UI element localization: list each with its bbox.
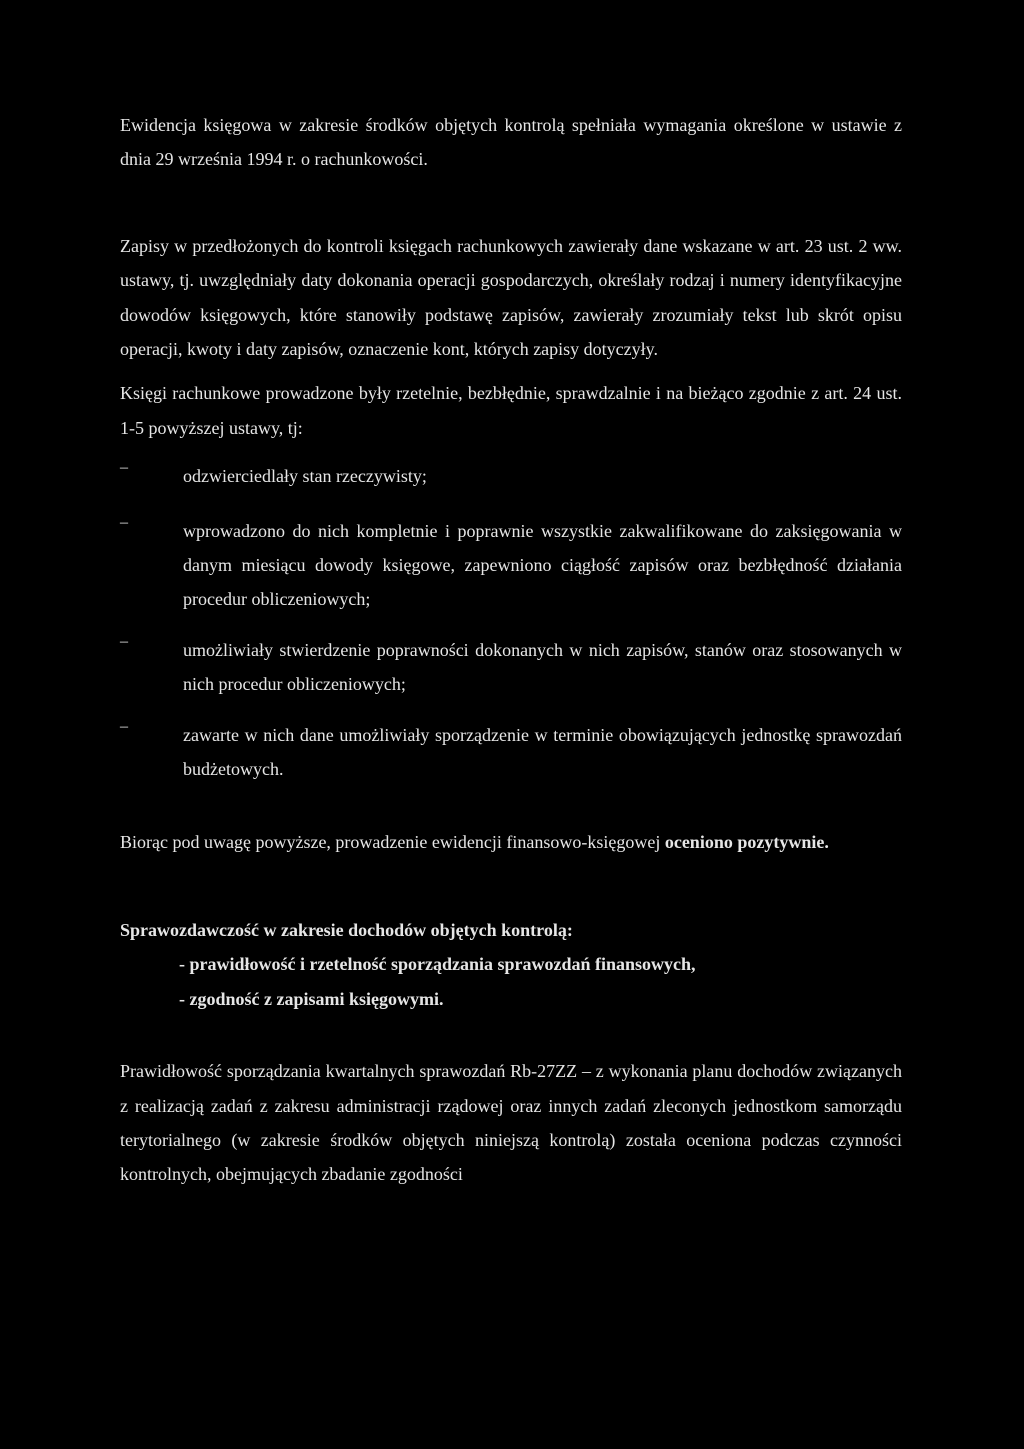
heading-sub-list	[120, 947, 902, 1016]
list-item-text: zawarte w nich dane umożliwiały sporządzenie w terminie obowiązujących jednostkę sprawozdań budżetowych.	[183, 724, 902, 780]
assessment-verdict: oceniono pozytywnie.	[664, 831, 829, 852]
paragraph-ledgers-kept: Księgi rachunkowe prowadzone były rzetelnie, bezbłędnie, sprawdzalnie i na bieżąco zgodnie z art. 24 ust. 1-5 powyższej ustawy, tj:	[120, 383, 902, 438]
heading-sub-item: - prawidłowość i rzetelność sporządzania sprawozdań finansowych,	[179, 954, 696, 975]
list-item	[120, 718, 902, 787]
list-item	[120, 633, 902, 702]
list-item-text: wprowadzono do nich kompletnie i poprawnie wszystkie zakwalifikowane do zaksięgowania w danym miesiącu dowody księgowe, zapewniono ciągłość zapisów oraz bezbłędność działania procedur obliczeniowych;	[183, 520, 902, 610]
section-heading-block	[120, 913, 902, 1016]
assessment-text: Biorąc pod uwagę powyższe, prowadzenie ewidencji finansowo-księgowej	[120, 831, 665, 852]
list-item	[120, 514, 902, 617]
bullet-dash: –	[120, 717, 128, 735]
bullet-dash: –	[120, 459, 128, 477]
paragraph-accounting-records: Ewidencja księgowa w zakresie środków objętych kontrolą spełniała wymagania określone w ustawie z dnia 29 września 1994 r. o rachunkowości.	[120, 115, 902, 170]
list-item-text: odzwierciedlały stan rzeczywisty;	[183, 466, 427, 487]
bullet-dash: –	[120, 632, 128, 650]
paragraph-reporting: Prawidłowość sporządzania kwartalnych sprawozdań Rb-27ZZ – z wykonania planu dochodów związanych z realizacją zadań z zakresu administracji rządowej oraz innych zadań zleconych jednostkom samorządu terytorialnego (w zakresie środków objętych niniejszą kontrolą) została oceniona podczas czynności kontrolnych, obejmujących zbadanie zgodności	[120, 1061, 902, 1185]
bullet-list	[120, 459, 902, 786]
list-item	[120, 459, 902, 493]
paragraph-assessment	[120, 825, 902, 859]
heading-sub-item: - zgodność z zapisami księgowymi.	[179, 988, 444, 1009]
paragraph-ledger-entries: Zapisy w przedłożonych do kontroli księgach rachunkowych zawierały dane wskazane w art. 23 ust. 2 ww. ustawy, tj. uwzględniały daty dokonania operacji gospodarczych, określały rodzaj i numery identyfikacyjne dowodów księgowych, które stanowiły podstawę zapisów, zawierały zrozumiały tekst lub skrót opisu operacji, kwoty i daty zapisów, oznaczenie kont, których zapisy dotyczyły.	[120, 235, 902, 360]
section-heading: Sprawozdawczość w zakresie dochodów objętych kontrolą:	[120, 919, 573, 940]
bullet-dash: –	[120, 513, 128, 531]
list-item-text: umożliwiały stwierdzenie poprawności dokonanych w nich zapisów, stanów oraz stosowanych w nich procedur obliczeniowych;	[183, 639, 902, 695]
document-page	[120, 108, 902, 1192]
